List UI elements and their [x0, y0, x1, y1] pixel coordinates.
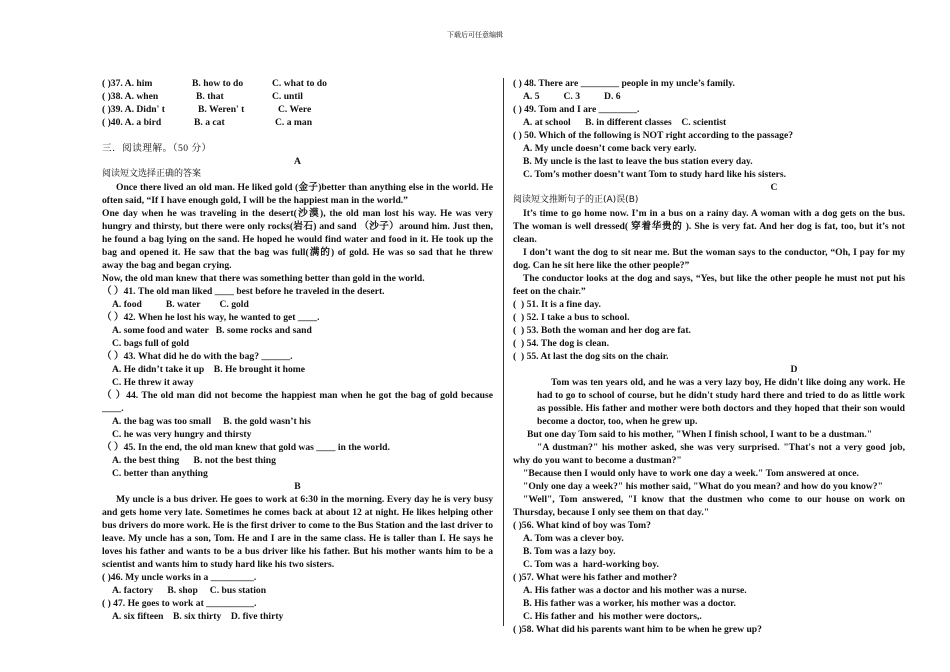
question-57-option-b: B. His father was a worker, his mother was a doctor.	[523, 598, 736, 609]
question-42-options: A. some food and water B. some rocks and sand	[112, 325, 312, 336]
question-44-options: A. the bag was too small B. the gold wasn’t his	[112, 416, 311, 427]
right-column	[513, 77, 905, 636]
question-46-options: A. factory B. shop C. bus station	[112, 585, 267, 596]
passage-c-p2: I don’t want the dog to sit near me. But the woman says to the conductor, “Oh, I pay for my dog. Can he sit here like the other people?”	[513, 247, 905, 271]
column-divider	[503, 78, 504, 626]
question-51: ( ) 51. It is a fine day.	[513, 299, 601, 310]
question-57-option-c: C. His father and his mother were doctors,.	[523, 611, 702, 622]
question-44: （ ）44. The old man did not become the happiest man when he got the bag of gold because ____.	[102, 390, 493, 414]
question-43-options: A. He didn’t take it up B. He brought it home	[112, 364, 306, 375]
passage-b-p1: My uncle is a bus driver. He goes to work at 6:30 in the morning. Every day he is very busy and gets home very late. Sometimes he comes back at about 12 at night. He likes helping other bus drivers do more work. He is the first driver to come to the Bus Station and the last driver to leave. My uncle has a son, Tom. He and I are in the same class. He is taller than I. He says he loves his father and wants to be a bus driver like his father. But his mother wants him to be a scientist and wants him to study hard like his two sisters.	[102, 494, 493, 570]
question-42-option-c: C. bags full of gold	[112, 338, 190, 349]
question-54: ( ) 54. The dog is clean.	[513, 338, 610, 349]
question-50-option-a: A. My uncle doesn’t come back very early.	[523, 143, 697, 154]
passage-d-p6: "Well", Tom answered, "I know that the dustmen who come to our house on work on Thursday, because I only see them on that day."	[513, 494, 905, 518]
question-50-option-b: B. My uncle is the last to leave the bus station every day.	[523, 156, 753, 167]
question-41: （ ）41. The old man liked ____ best before he traveled in the desert.	[102, 286, 385, 297]
question-45-option-c: C. better than anything	[112, 468, 208, 479]
passage-d-label: D	[790, 364, 798, 375]
passage-d-p4: "Because then I would only have to work one day a week." Tom answered at once.	[523, 468, 859, 479]
question-48: ( ) 48. There are ________ people in my uncle’s family.	[513, 78, 735, 89]
instruction-c: 阅读短文推断句子的正(A)误(B)	[513, 195, 639, 205]
passage-d-p5: "Only one day a week?" his mother said, "What do you mean? and how do you know?"	[523, 481, 883, 492]
question-49: ( ) 49. Tom and I are ________.	[513, 104, 640, 115]
question-57: ( )57. What were his father and mother?	[513, 572, 678, 583]
question-53: ( ) 53. Both the woman and her dog are fat.	[513, 325, 691, 336]
cloze-q40: ( )40. A. a bird B. a cat C. a man	[102, 117, 313, 128]
question-56: ( )56. What kind of boy was Tom?	[513, 520, 651, 531]
passage-c-p1: It’s time to go home now. I’m in a bus on a rainy day. A woman with a dog gets on the bus. The woman is well dressed( 穿着华贵的 ). She is very fat. And her dog is fat, too, but it’s not clean.	[513, 208, 905, 245]
question-43: （ ）43. What did he do with the bag? ______.	[102, 351, 293, 362]
question-56-option-a: A. Tom was a clever boy.	[523, 533, 624, 544]
question-50: ( ) 50. Which of the following is NOT right according to the passage?	[513, 130, 793, 141]
question-55: ( ) 55. At last the dog sits on the chair.	[513, 351, 669, 362]
passage-a-p3: Now, the old man knew that there was something better than gold in the world.	[102, 273, 425, 284]
passage-a-p1: Once there lived an old man. He liked gold (金子)better than anything else in the world. He often said, “If I have enough gold, I will be the happiest man in the world.”	[102, 182, 493, 206]
passage-d-p3: "A dustman?" his mother asked, she was very surprised. "That's not a very good job, why do you want to become a dustman?"	[513, 442, 905, 466]
question-49-options: A. at school B. in different classes C. scientist	[523, 117, 727, 128]
question-48-options: A. 5 C. 3 D. 6	[523, 91, 621, 102]
passage-d-p2: But one day Tom said to his mother, "When I finish school, I want to be a dustman."	[527, 429, 873, 440]
question-52: ( ) 52. I take a bus to school.	[513, 312, 630, 323]
question-58: ( )58. What did his parents want him to be when he grew up?	[513, 624, 762, 635]
cloze-q38: ( )38. A. when B. that C. until	[102, 91, 303, 102]
passage-a-p2: One day when he was traveling in the desert(沙漠), the old man lost his way. He was very hungry and thirsty, but there were only rocks(岩石) and sand （沙子）around him. Just then, he found a bag lying on the sand. He hoped he would find water and food in it. He took up the bag and opened it. He saw that the bag was full(满的) of gold. He was so sad that he threw away the bag and began crying.	[102, 208, 493, 271]
question-56-option-c: C. Tom was a hard-working boy.	[523, 559, 659, 570]
question-56-option-b: B. Tom was a lazy boy.	[523, 546, 616, 557]
question-57-option-a: A. His father was a doctor and his mother was a nurse.	[523, 585, 747, 596]
left-column	[102, 77, 493, 623]
passage-b-label: B	[294, 481, 301, 492]
question-47-options: A. six fifteen B. six thirty D. five thirty	[112, 611, 284, 622]
question-50-option-c: C. Tom’s mother doesn’t want Tom to study hard like his sisters.	[523, 169, 787, 180]
question-46: ( )46. My uncle works in a _________.	[102, 572, 257, 583]
question-42: （ ）42. When he lost his way, he wanted to get ____.	[102, 312, 320, 323]
passage-c-label: C	[770, 182, 778, 193]
question-47: ( ) 47. He goes to work at __________.	[102, 598, 257, 609]
passage-d-p1: Tom was ten years old, and he was a very lazy boy, He didn't like doing any work. He had to go to school of course, but he didn't study hard there and tried to do as little work as possible. His father and mother were both doctors and they hoped that their son would become a doctor, too, when he grew up.	[537, 377, 905, 427]
question-44-option-c: C. he was very hungry and thirsty	[112, 429, 252, 440]
cloze-q39: ( )39. A. Didn' t B. Weren' t C. Were	[102, 104, 312, 115]
cloze-q37: ( )37. A. him B. how to do C. what to do	[102, 78, 327, 89]
question-45-options: A. the best thing B. not the best thing	[112, 455, 276, 466]
question-45: （ ）45. In the end, the old man knew that gold was ____ in the world.	[102, 442, 390, 453]
instruction-a: 阅读短文选择正确的答案	[102, 169, 202, 179]
page-header: 下载后可任意编辑	[447, 31, 503, 39]
question-43-option-c: C. He threw it away	[112, 377, 194, 388]
question-41-options: A. food B. water C. gold	[112, 299, 249, 310]
section-title: 三．阅读理解。（50 分）	[102, 143, 212, 154]
passage-c-p3: The conductor looks at the dog and says, “Yes, but like the other people he must not put his feet on the chair.”	[513, 273, 905, 297]
passage-a-label: A	[294, 156, 301, 167]
